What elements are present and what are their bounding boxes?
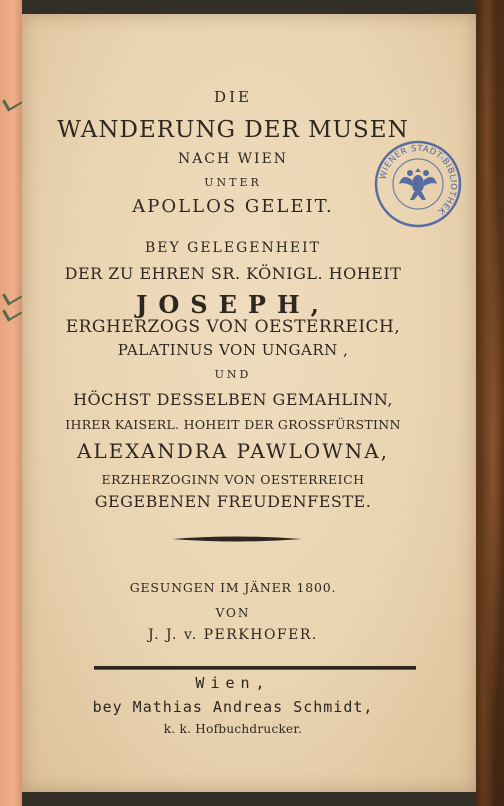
by-line: VON [215,606,251,620]
author-name: J. J. v. PERKHOFER. [148,627,318,643]
date-line: GESUNGEN IM JÄNER 1800. [129,580,337,595]
title-article: DIE [214,88,252,106]
imprint-publisher: bey Mathias Andreas Schmidt, [92,698,374,716]
marbled-cover-board [476,0,504,806]
honoree-name: JOSEPH, [136,290,330,319]
occasion-line: BEY GELEGENHEIT [144,240,322,256]
title-destination: NACH WIEN [177,151,289,167]
consort-line: HÖCHST DESSELBEN GEMAHLINN, [73,390,393,409]
title-apollo: APOLLOS GELEIT. [132,196,334,217]
palatine-line: PALATINUS VON UNGARN , [117,341,349,359]
her-highness-line: IHRER KAISERL. HOHEIT DER GROSSFÜRSTINN [65,417,401,432]
festivity-line: GEGEBENEN FREUDENFESTE. [94,492,372,511]
library-stamp [374,140,462,228]
conjunction-line: UND [214,368,252,381]
title-page [22,14,476,792]
honor-line: DER ZU EHREN SR. KÖNIGL. HOHEIT [64,264,402,283]
archduchess-line: ERZHERZOGINN VON OESTERREICH [101,472,365,487]
stamp-text: WIENER STADT-BIBLIOTHEK [378,143,459,217]
title-preposition: UNTER [204,176,262,189]
consort-name: ALEXANDRA PAWLOWNA, [76,439,390,463]
imprint-rule [94,666,416,670]
archduke-line: ERGHERZOGS VON OESTERREICH, [65,317,401,337]
double-headed-eagle-icon [399,168,437,200]
main-title: WANDERUNG DER MUSEN [57,117,409,143]
ornamental-divider [172,535,302,543]
imprint-printer: k. k. Hofbuchdrucker. [163,722,303,736]
imprint-city: Wien, [195,674,271,692]
